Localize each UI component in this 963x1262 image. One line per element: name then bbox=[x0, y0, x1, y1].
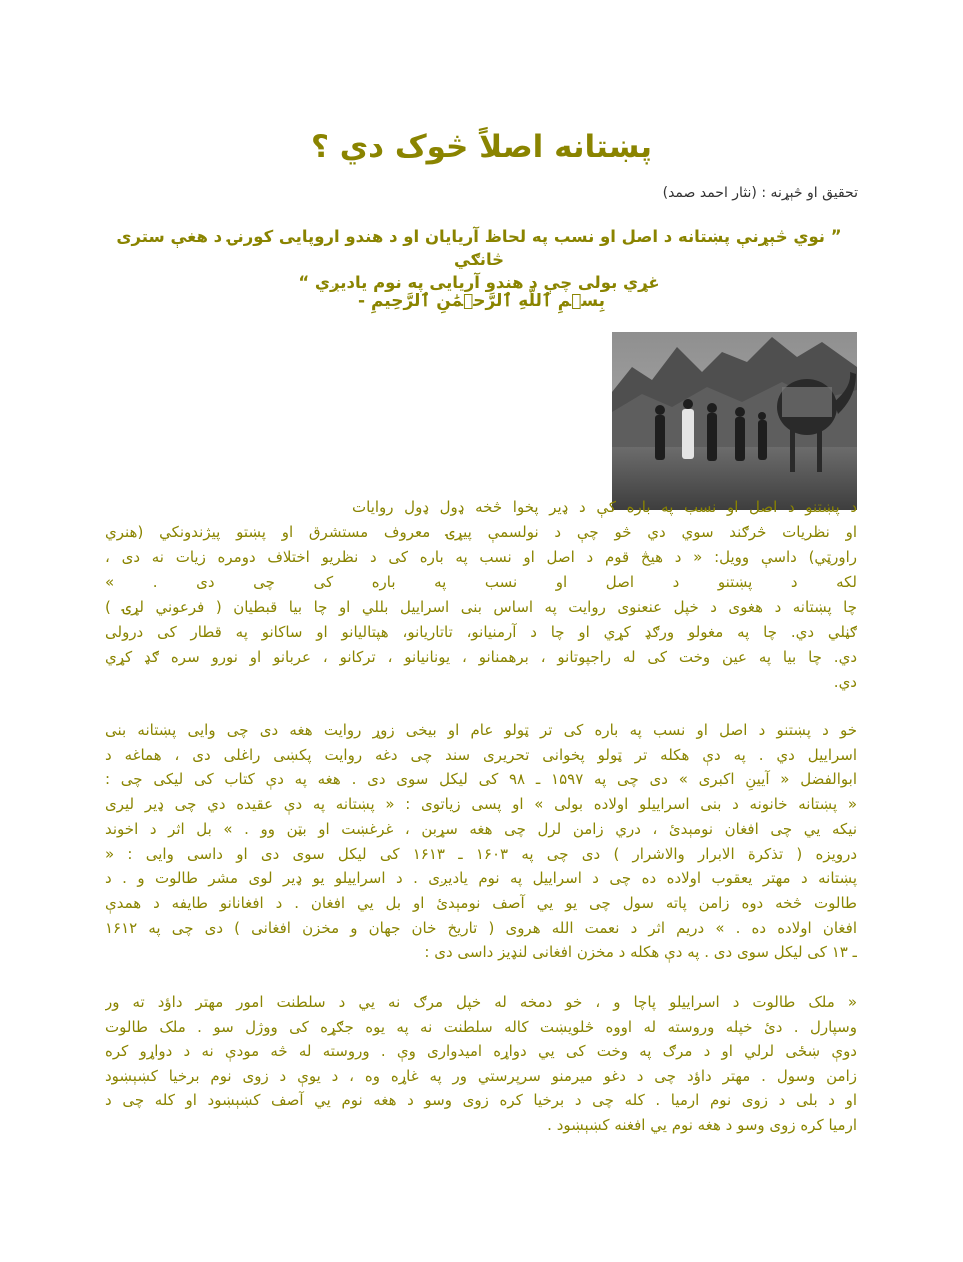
paragraph-line: راورټي) داسې وویل: « د هیڅ قوم د اصل او نسب په باره کی د نظریو اختلاف دومره زیات نه دی ، bbox=[105, 548, 857, 566]
paragraph-line: طالوت څخه دوه زامن پاته سول چی یو یي آصف نومېدئ او بل یي افغان . د افغانانو طایفه د همدې bbox=[105, 893, 857, 912]
quote-line-1: ” نوي څېړنې پښتانه د اصل او نسب په لحاظ آریایان او د هندو اروپایی کورنۍ د هغې ستری څانګي bbox=[116, 227, 842, 269]
photo-image bbox=[612, 332, 857, 510]
paragraph-line: او د بلی د زوی نوم ارمیا . کله چی د برخیا کره زوی وسو د هغه نوم یي آصف کښېښود او کله چی د bbox=[105, 1091, 857, 1109]
paragraph-line: « ملک طالوت د اسراییلو پاچا و ، خو دمخه له خپل مرګ نه یي د سلطنت امور مهتر داؤد ته ور bbox=[105, 993, 857, 1011]
paragraph-line: دي. چا بیا په عین وخت کی له راجپوتانو ، برهمنانو ، یونانیانو ، ترکانو ، عربانو او نورو سره ګډ کړي bbox=[105, 648, 857, 666]
paragraph-1 bbox=[105, 495, 857, 695]
bismillah: بِسۡمِ ٱللَّهِ ٱلرَّحۡمَٰنِ ٱلرَّحِيمِ - bbox=[357, 291, 606, 311]
paragraph-line: او نظریات څرګند سوي دي څو چې د نولسمې پیړۍ معروف مستشرق او پښتو پیژندونکي (هنري bbox=[105, 523, 857, 541]
paragraph-line: چا پښتانه د هغوی د خپل عنعنوی روایت په اساس بنی اسراییل بللي او چا بیا قبطیان ( فرعوني لړۍ ) bbox=[105, 598, 857, 616]
byline: تحقیق او څېړنه : (نثار احمد صمد) bbox=[662, 185, 858, 201]
paragraph-line: ـ ۱۳ کی لیکل سوی دی . په دې هکله د مخزن افغانی لنډیز داسی دی : bbox=[424, 943, 857, 962]
quote-line-2: غړي بولی چې د هندو آریایی په نوم یادیږي “ bbox=[298, 273, 660, 292]
paragraph-line: درویزه ( تذکرة الابرار والاشرار ) دی چی په ۱۶۰۳ ـ ۱۶۱۳ کی لیکل سوی دی او داسی وایی : « bbox=[105, 844, 857, 863]
paragraph-line: د پښتنو د اصل او نسب په باره کې د ډیر پخوا څخه ډول ډول روایات bbox=[352, 498, 857, 516]
paragraph-line: پښتانه د مهتر یعقوب اولاده ده چی د اسراییل په نوم یادیږی . د اسراییلو یو ډیر لوی مشر طالوت و . د bbox=[105, 869, 857, 888]
paragraph-line: ابوالفضل « آیینِ اکبری » دی چی په ۱۵۹۷ ـ ۹۸ کی لیکل سوی دی . هغه په دې کتاب کی لیکی چی : bbox=[105, 770, 857, 789]
paragraph-line: زامن وسول . مهتر داؤد چی د دغو میرمنو سرپرستي ور په غاړه وه ، د یوې د زوی نوم برخیا کښېښود bbox=[105, 1066, 857, 1085]
paragraph-2 bbox=[105, 718, 857, 965]
paragraph-line: اسراییل دي . په دې هکله تر ټولو پخوانی تحریری سند چی دغه روایت پکښی راغلی دی ، هماغه د bbox=[105, 745, 857, 764]
paragraph-line: دي. bbox=[833, 673, 857, 691]
paragraph-line: لکه د پښتنو د اصل او نسب په باره کی چی دی . » bbox=[105, 573, 857, 591]
paragraph-line: دوې ښځی لرلي او د مرګ په وخت کی یي دواړه امیدواری وې . وروسته له څه مودې نه د دواړو کره bbox=[105, 1042, 857, 1060]
paragraph-line: ارمیا کره زوی وسو د هغه نوم یي افغنه کښېښود . bbox=[547, 1115, 857, 1134]
paragraph-line: نیکه یي چی افغان نومېدئ ، دري زامن لرل چی هغه سړبن ، غرغښت او بټن وو . » بل اثر د اخوند bbox=[105, 819, 857, 838]
intro-quote bbox=[100, 225, 858, 294]
paragraph-line: « پښتانه خانونه د بنی اسراییلو اولاده بولی » او پسی زیاتوی : « پښتانه په دې عقیده دي چی ډیر لیری bbox=[105, 795, 857, 814]
historical-photo bbox=[612, 332, 857, 510]
paragraph-line: وسپارل . دئ خپله وروسته له اووه څلویښت کاله سلطنت نه په یوه جګړه کی ووژل سو . ملک طالوت bbox=[105, 1017, 857, 1036]
paragraph-line: ګڼلي دي. چا په مغولو ورګډ کړي او چا د آرمنیانو، تاتاریانو، هپتالیانو او ساکانو په قطار کی درولی bbox=[105, 623, 857, 641]
paragraph-line: خو د پښتنو د اصل او نسب په باره کی تر ټولو عام او بیخی زوړ روایت هغه دی چی وایی پښتانه بنی bbox=[105, 721, 857, 739]
paragraph-3 bbox=[105, 990, 857, 1137]
page-title: پښتانه اصلاً څوک دي ؟ bbox=[310, 129, 653, 165]
paragraph-line: افغان اولاده ده . » دریم اثر د نعمت الله هروی ( تاریخ خان جهان و مخزن افغانی ) دی چی په ۱۶۱۲ bbox=[105, 918, 857, 937]
